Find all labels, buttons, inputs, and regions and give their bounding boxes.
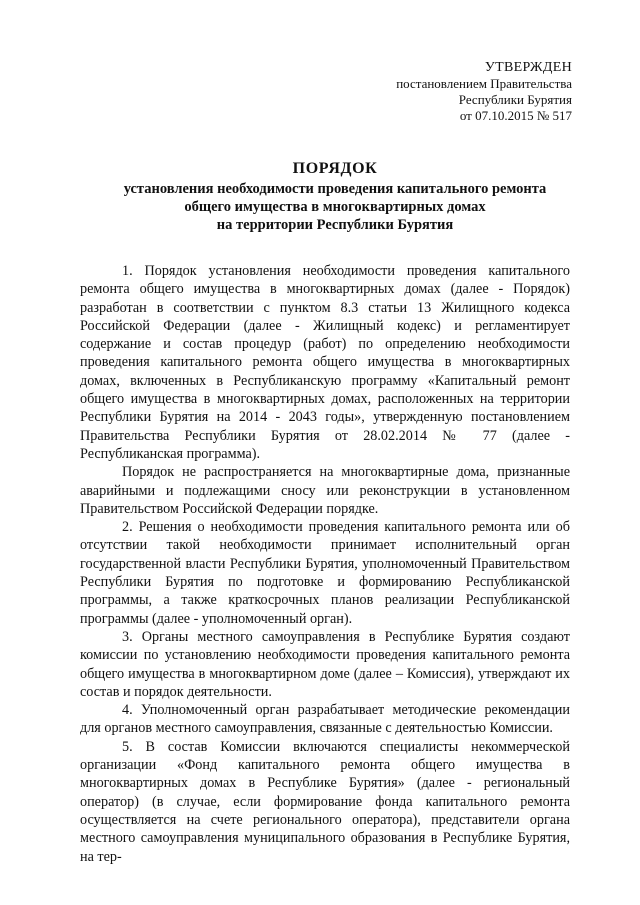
document-subtitle-line-2: общего имущества в многоквартирных домах bbox=[184, 199, 486, 215]
paragraph-2: 2. Решения о необходимости проведения капитального ремонта или об отсутствии такой необходимости принимает исполнительный орган государственной власти Республики Бурятия, уполномоченный Правительством Республики Бурятия по подготовке и формированию Республиканской программы, а также краткосрочных планов реализации Республиканской программы (далее - уполномоченный орган). bbox=[80, 519, 570, 627]
paragraph-4: 4. Уполномоченный орган разрабатывает методические рекомендации для органов местного самоуправления, связанные с деятельностью Комиссии. bbox=[80, 702, 570, 737]
paragraph-1-note: Порядок не распространяется на многоквартирные дома, признанные аварийными и подлежащими сносу или реконструкции в установленном Правительством Российской Федерации порядке. bbox=[80, 464, 570, 517]
paragraph-3: 3. Органы местного самоуправления в Республике Бурятия создают комиссии по установлению необходимости проведения капитального ремонта общего имущества в многоквартирном доме (далее – Комиссия), утверждают их состав и порядок деятельности. bbox=[80, 628, 570, 700]
paragraph-1: 1. Порядок установления необходимости проведения капитального ремонта общего имущества в многоквартирных домах (далее - Порядок) разработан в соответствии с пунктом 8.3 статьи 13 Жилищного кодекса Российской Федерации (далее - Жилищный кодекс) и регламентирует содержание и состав процедур (работ) по определению необходимости проведения капитального ремонта общего имущества в многоквартирных домах, включенных в Республиканскую программу «Капитальный ремонт общего имущества в многоквартирных домах, расположенных на территории Республики Бурятия на 2014 - 2043 годы», утвержденную постановлением Правительства Республики Бурятия от 28.02.2014 № 77 (далее - Республиканская программа). bbox=[80, 263, 570, 462]
document-subtitle-line-3: на территории Республики Бурятия bbox=[216, 217, 454, 233]
document-title-block bbox=[100, 158, 570, 234]
paragraph-5: 5. В состав Комиссии включаются специалисты некоммерческой организации «Фонд капитального ремонта общего имущества в многоквартирных домах в Республике Бурятия» (далее - региональный оператор) (в случае, если формирование фонда капитального ремонта осуществляется на счете регионального оператора), представители органа местного самоуправления муниципального образования в Республике Бурятия, на тер- bbox=[80, 738, 570, 865]
document-title: ПОРЯДОК bbox=[292, 160, 378, 177]
approval-block bbox=[396, 60, 572, 124]
document-subtitle-line-1: установления необходимости проведения капитального ремонта bbox=[123, 181, 547, 197]
approval-line-1: постановлением Правительства bbox=[396, 76, 572, 91]
document-body bbox=[80, 262, 570, 866]
approval-line-3: от 07.10.2015 № 517 bbox=[459, 108, 572, 123]
approval-line-2: Республики Бурятия bbox=[458, 92, 572, 107]
approval-heading: УТВЕРЖДЕН bbox=[484, 60, 572, 75]
